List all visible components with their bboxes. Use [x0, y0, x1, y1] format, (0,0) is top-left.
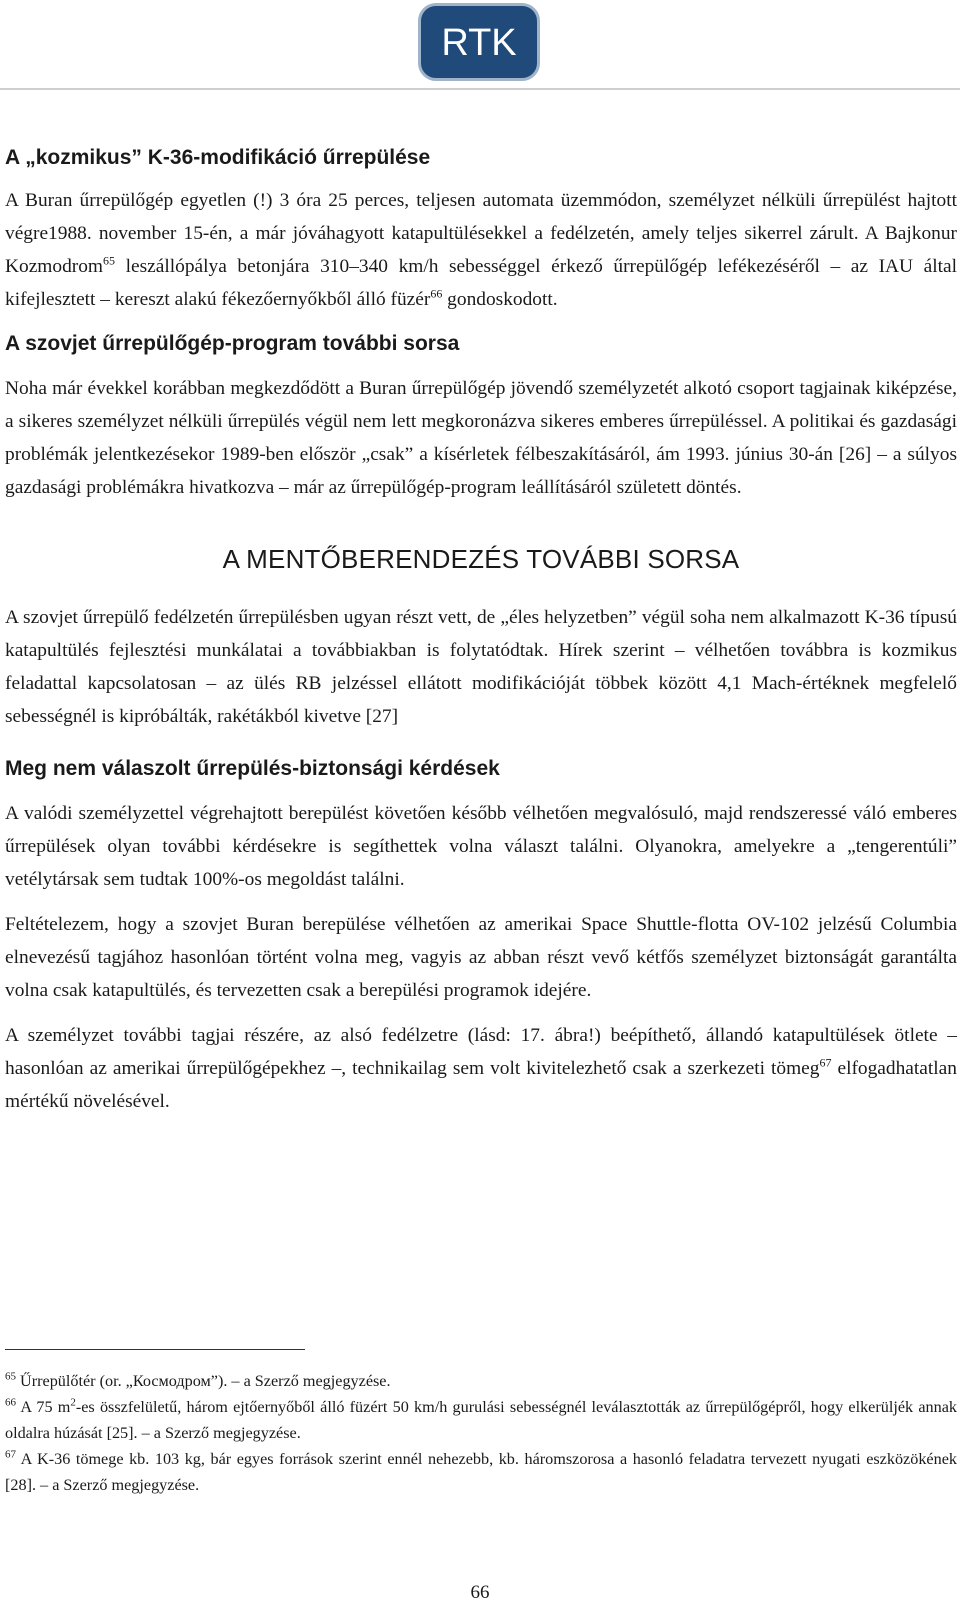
p4-text: A valódi személyzettel végrehajtott berepülést követően később vélhetően megvalósuló, majd rendszeressé váló emberes űrrepülések olyan további kérdésekre is segíthettek volna választ találni. Olyanokra, amelyekre a „tengerentúli” vetélytársak sem tudtak 100%-os megoldást találni. [5, 803, 957, 890]
heading-kerdesek: Meg nem válaszolt űrrepülés-biztonsági kérdések [5, 757, 500, 780]
p6-text-b: elfogadhatatlan mértékű növelésével. [5, 1058, 957, 1112]
footnote-65-text: Űrrepülőtér (or. „Космодром”). – a Szerző megjegyzése. [16, 1372, 391, 1390]
footnote-67 [5, 1446, 957, 1498]
footnote-ref-66: 66 [430, 286, 443, 301]
paragraph-6 [5, 1019, 957, 1118]
footnote-65-number: 65 [5, 1370, 16, 1383]
footnote-66-number: 66 [5, 1396, 16, 1409]
p6-text-a: A személyzet további tagjai részére, az alsó fedélzetre (lásd: 17. ábra!) beépíthető, állandó katapultülések ötlete – hasonlóan az amerikai űrrepülőgépekhez –, technikailag sem volt kivitelezhető csak a szerkezeti tömeg [5, 1025, 957, 1079]
page-header [0, 0, 960, 90]
article-body [5, 140, 957, 1118]
rtk-logo-icon [431, 17, 527, 67]
footnote-65 [5, 1368, 957, 1394]
heading-program-sorsa: A szovjet űrrepülőgép-program további sorsa [5, 332, 460, 355]
paragraph-1 [5, 184, 957, 316]
p2-text: Noha már évekkel korábban megkezdődött a Buran űrrepülőgép jövendő személyzetét alkotó csoport tagjainak kiképzése, a sikeres személyzet nélküli űrrepülés végül nem lett megkoronázva sikeres emberes űrrepüléssel. A politikai és gazdasági problémák jelentkezésekor 1989-ben először „csak” a kísérletek félbeszakításáról, ám 1993. június 30-án [26] – a súlyos gazdasági problémákra hivatkozva – már az űrrepülőgép-program leállításáról született döntés. [5, 378, 957, 498]
footnote-67-text: A K-36 tömege kb. 103 kg, bár egyes források szerint ennél nehezebb, kb. háromszorosa a hasonló feladatra tervezett nyugati eszközökének [28]. – a Szerző megjegyzése. [5, 1450, 957, 1494]
header-divider [0, 88, 960, 90]
paragraph-2 [5, 372, 957, 504]
footnote-ref-67: 67 [819, 1055, 832, 1070]
p1-text-c: gondoskodott. [442, 289, 558, 310]
logo-text: RTK [441, 22, 517, 64]
footnote-66-text-b: -es összfelületű, három ejtőernyőből álló füzért 50 km/h gurulási sebességnél leválasztották az űrrepülőgépről, hogy elkerüljék annak oldalra húzását [25]. – a Szerző megjegyzése. [5, 1398, 957, 1442]
footnote-66-text-a: A 75 m [16, 1398, 71, 1416]
section-title-mentoberendezes: A MENTŐBERENDEZÉS TOVÁBBI SORSA [222, 544, 740, 574]
footnote-divider [5, 1349, 305, 1350]
p3-text: A szovjet űrrepülő fedélzetén űrrepülésben ugyan részt vett, de „éles helyzetben” végül soha nem alkalmazott K-36 típusú katapultülés fejlesztési munkálatai a továbbiakban is folytatódtak. Hírek szerint – vélhetően továbbra is kozmikus feladattal kapcsolatosan – az ülés RB jelzéssel ellátott modifikációját többek között 4,1 Mach-értéknek megfelelő sebességnél is kipróbálták, rakétákból kivetve [27] [5, 607, 957, 727]
paragraph-5 [5, 908, 957, 1007]
footnote-66 [5, 1394, 957, 1446]
page-number: 66 [470, 1582, 490, 1603]
footnote-66-superscript: 2 [70, 1396, 76, 1409]
p1-text-b: leszállópálya betonjára 310–340 km/h sebességgel érkező űrrepülőgép lefékezéséről – az IAU által kifejlesztett – kereszt alakú fékezőernyőkből álló füzér [5, 256, 957, 310]
paragraph-4 [5, 797, 957, 896]
footnotes [5, 1368, 957, 1498]
heading-kozmikus: A „kozmikus” K-36-modifikáció űrrepülése [5, 146, 431, 169]
p5-text: Feltételezem, hogy a szovjet Buran berepülése vélhetően az amerikai Space Shuttle-flotta OV-102 jelzésű Columbia elnevezésű tagjához hasonlóan történt volna meg, vagyis az abban részt vevő kétfős személyzet biztonságát garantálta volna csak katapultülés, és tervezetten csak a berepülési programok idejére. [5, 914, 957, 1001]
p1-text-a: A Buran űrrepülőgép egyetlen (!) 3 óra 25 perces, teljesen automata üzemmódon, személyzet nélküli űrrepülést hajtott végre1988. november 15-én, a már jóváhagyott katapultülésekkel a fedélzetén, amely teljes sikerrel zárult. A Bajkonur Kozmodrom [5, 190, 957, 277]
footnote-ref-65: 65 [103, 253, 116, 268]
paragraph-3 [5, 601, 957, 733]
footnote-67-number: 67 [5, 1448, 16, 1461]
rtk-logo [418, 3, 540, 81]
